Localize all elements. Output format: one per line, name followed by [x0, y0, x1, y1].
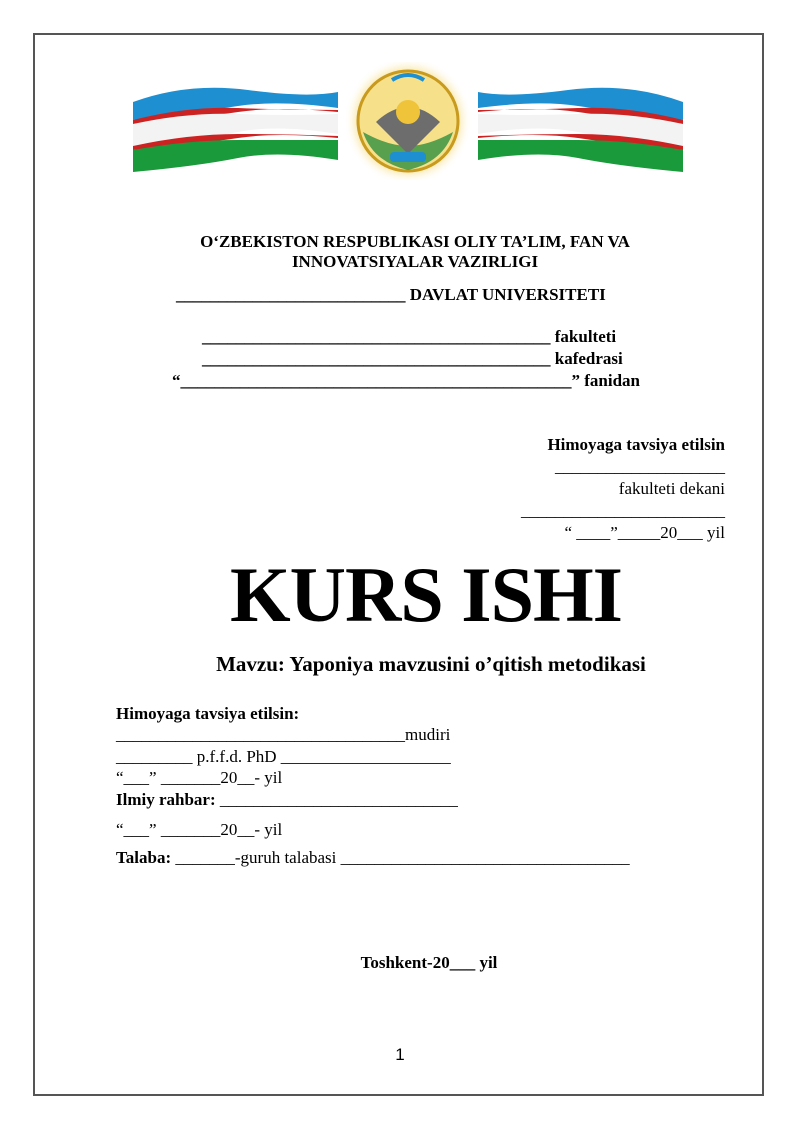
- page-number: 1: [395, 1045, 405, 1064]
- student-line: [116, 848, 630, 868]
- subject-line: “______________________________________________” fanidan: [172, 371, 640, 390]
- approval-top-signature-line: ____________________: [555, 457, 725, 476]
- degree-line: _________ p.f.f.d. PhD ____________________: [116, 747, 451, 766]
- student-blank: _______-guruh talabasi __________________________________: [171, 848, 630, 867]
- ministry-line-1: O‘ZBEKISTON RESPUBLIKASI OLIY TA’LIM, FAN VA: [200, 232, 630, 251]
- dean-label: fakulteti dekani: [618, 479, 725, 498]
- advisor-blank: ____________________________: [215, 790, 458, 809]
- city-year: Toshkent-20___ yil: [360, 953, 498, 972]
- topic-line: Mavzu: Yaponiya mavzusini o’qitish metodikasi: [216, 652, 646, 676]
- student-label: Talaba:: [116, 848, 172, 867]
- advisor-label: Ilmiy rahbar:: [116, 790, 216, 809]
- approval-bottom-heading: Himoyaga tavsiya etilsin:: [116, 704, 300, 723]
- document-title: KURS ISHI: [230, 551, 622, 638]
- approval-bottom-date-1: “___” _______20__- yil: [116, 768, 283, 787]
- ministry-heading: [120, 232, 710, 272]
- university-line: ___________________________ DAVLAT UNIVERSITETI: [176, 285, 606, 304]
- uzbekistan-emblem-flag-banner: [128, 62, 688, 180]
- advisor-line: [116, 790, 458, 810]
- department-head-line: __________________________________mudiri: [116, 725, 451, 744]
- ministry-line-2: INNOVATSIYALAR VAZIRLIGI: [291, 252, 539, 271]
- approval-bottom-date-2: “___” _______20__- yil: [116, 820, 283, 839]
- dean-name-line: ________________________: [521, 501, 725, 520]
- department-line: _________________________________________ kafedrasi: [202, 349, 623, 368]
- approval-top-date: “ ____”_____20___ yil: [564, 523, 725, 542]
- faculty-line: _________________________________________ fakulteti: [202, 327, 617, 346]
- approval-top-heading: Himoyaga tavsiya etilsin: [547, 435, 725, 454]
